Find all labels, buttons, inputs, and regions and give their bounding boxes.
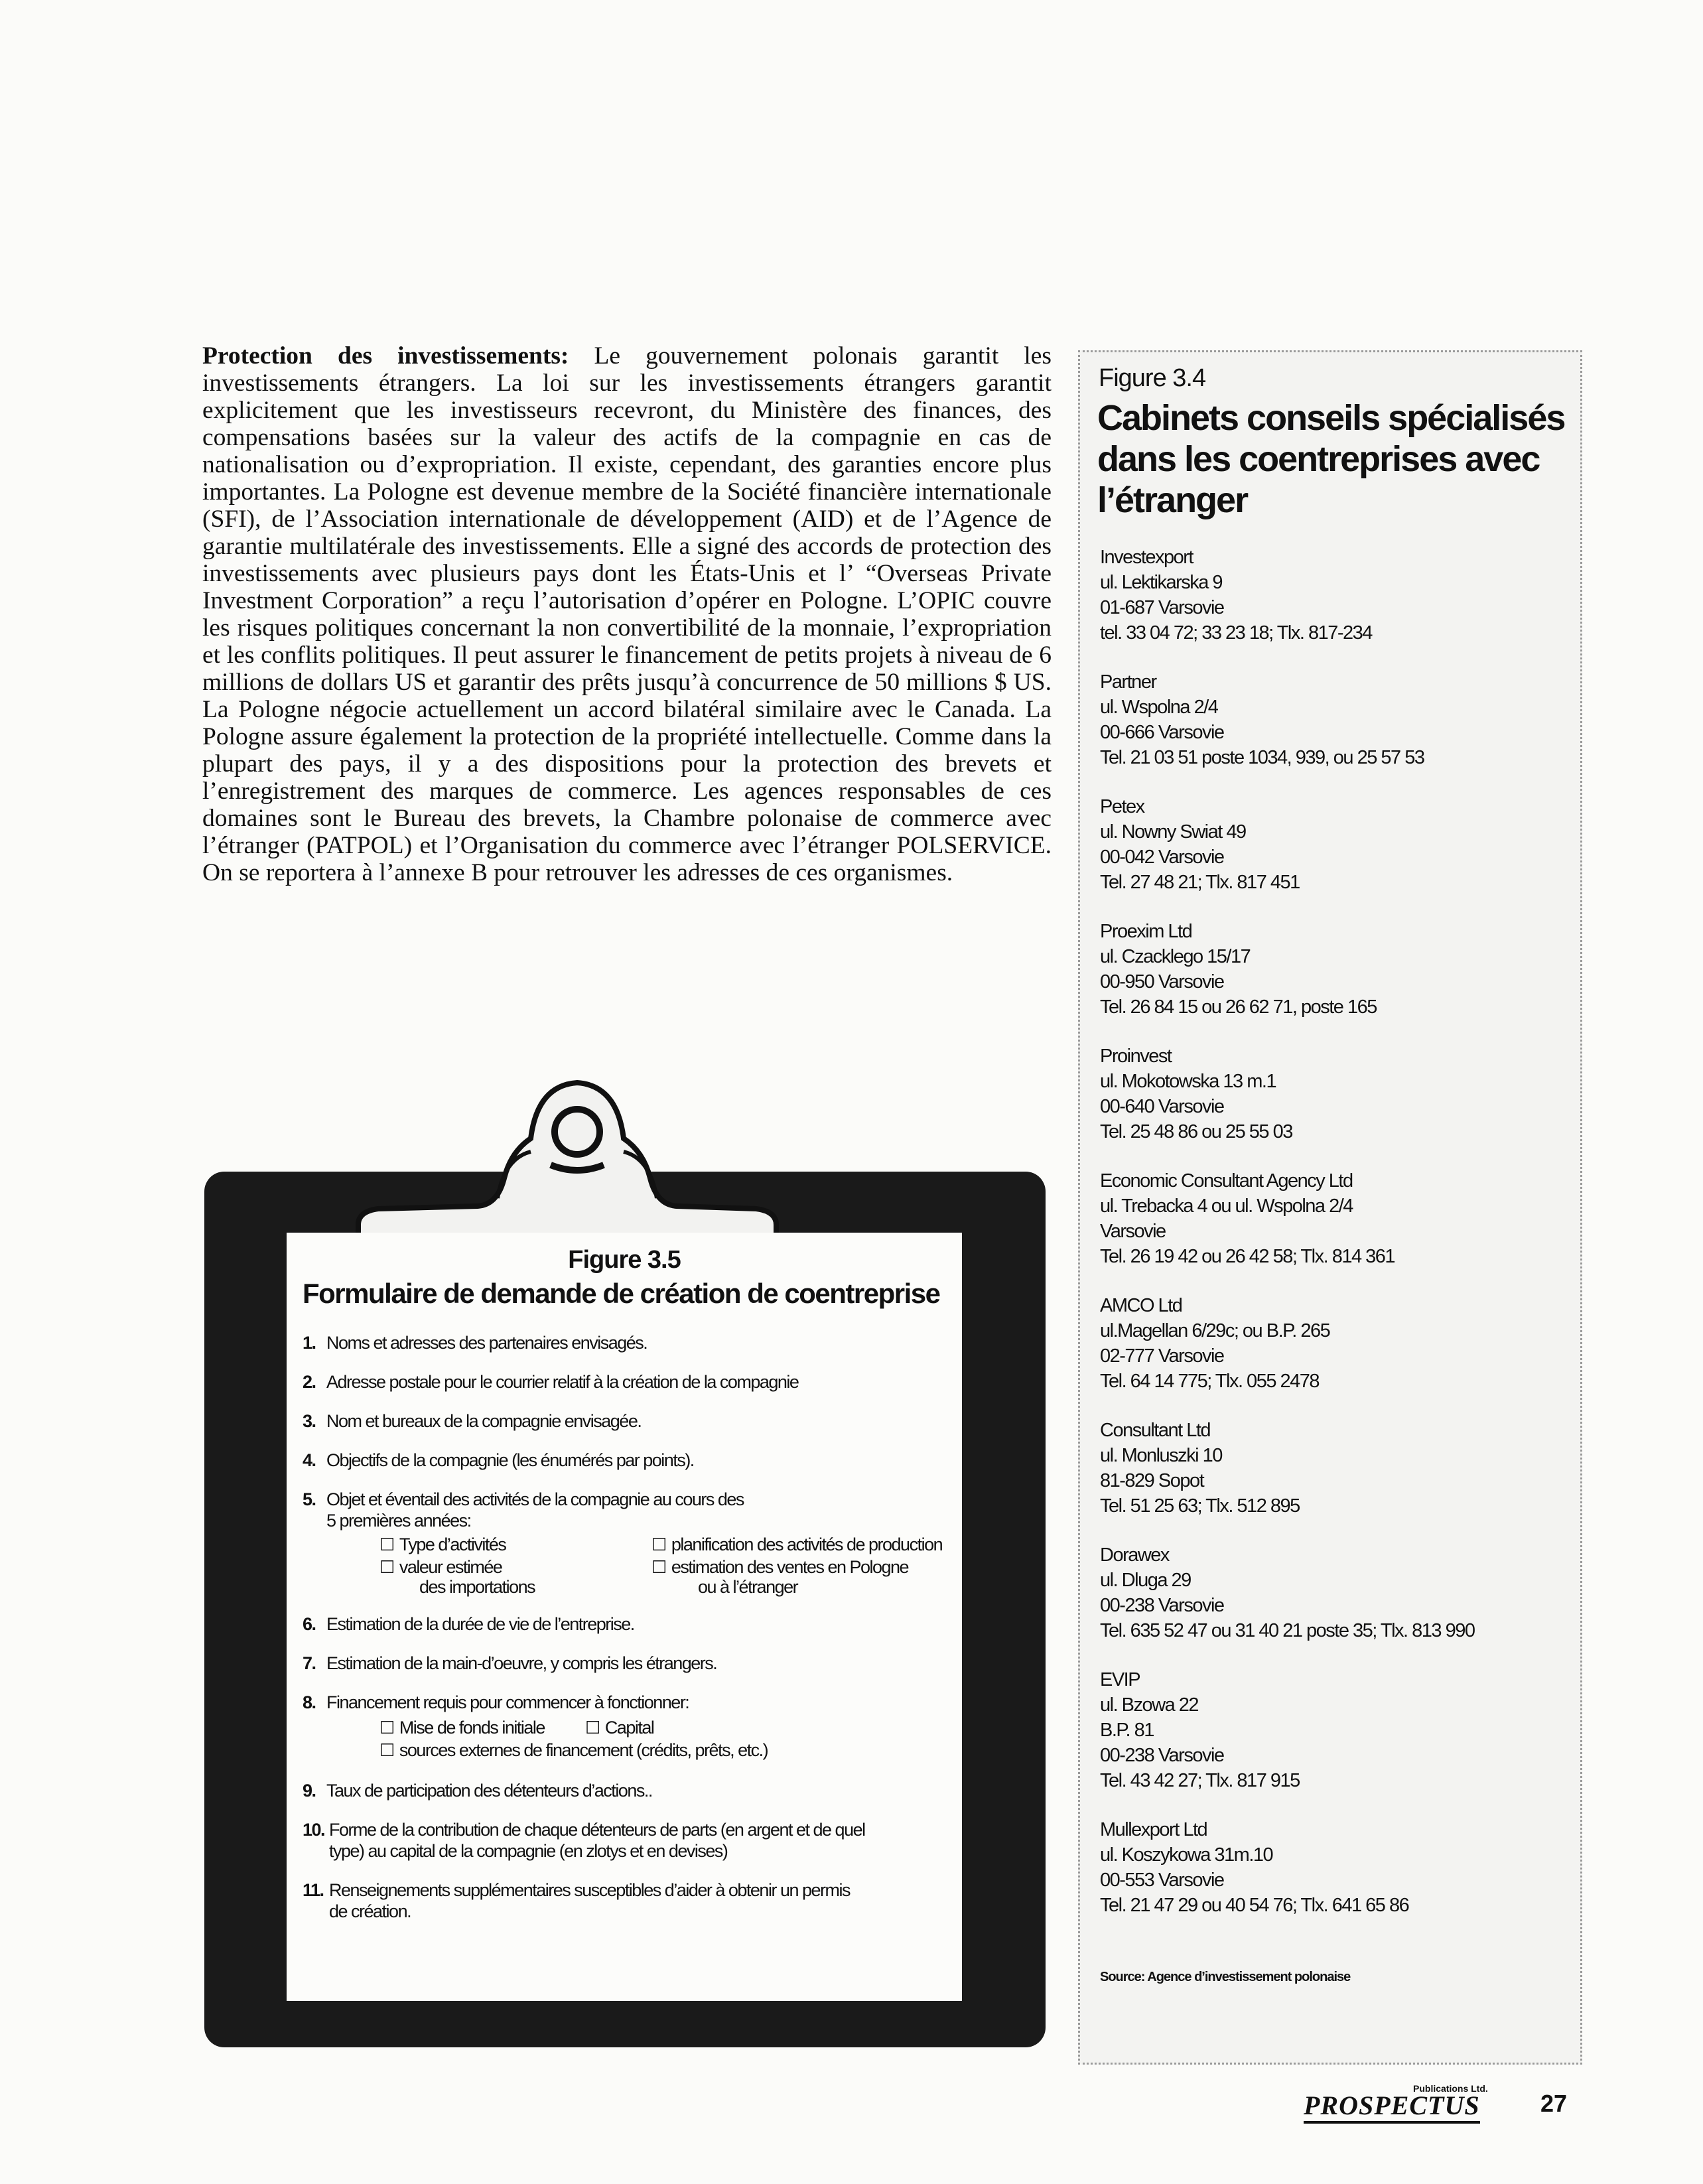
checkbox-row [326,1740,959,1762]
consultant-name: Investexport [1100,547,1193,568]
paragraph-text: Le gouvernement polonais garantit les investissements étrangers. La loi sur les investissements étrangers garantit explicitement que les investisseurs recevront, du Ministère des finances, des compensations basées sur la valeur des actifs de la compagnie en cas de nationalisation ou d’expropriation. Il existe, cependant, des garanties encore plus importantes. La Pologne est devenue membre de la Société financière internationale (SFI), de l’Association internationale de développement (AID) et de l’Agence de garantie multilatérale des investissements. Elle a signé des accords de protection des investissements avec plusieurs pays dont les États-Unis et l’ “Overseas Private Investment Corporation” a reçu l’autorisation d’opérer en Pologne. L’OPIC couvre les risques politiques concernant la non convertibilité de la monnaie, l’expropriation et les conflits politiques. Il peut assurer le financement de petits projets à niveau de 6 millions de dollars US et garantir des prêts jusqu’à concurrence de 50 millions $ US. La Pologne négocie actuellement un accord bilatéral similaire avec le Canada. La Pologne assure également la protection de la propriété intellectuelle. Comme dans la plupart des pays, il y a des dispositions pour la protection des brevets et l’enregistrement des marques de commerce. Les agences responsables de ces domaines sont le Bureau des brevets, la Chambre polonaise de commerce avec l’étranger (PATPOL) et l’Organisation du commerce avec l’étranger POLSERVICE. On se reportera à l’annexe B pour retrouver les adresses de ces organismes. [202,342,1052,886]
figure-3-4-title: Cabinets conseils spécialisés dans les coentreprises avec l’étranger [1097,398,1565,520]
item-number: 8. [303,1692,316,1712]
item-number: 3. [303,1411,316,1431]
figure-3-4-sidebar [1078,350,1582,2065]
item-text: type) au capital de la compagnie (en zlotys et en devises) [329,1841,728,1861]
consultant-name: Proinvest [1100,1046,1172,1067]
consultant-detail: Tel. 51 25 63; Tlx. 512 895 [1100,1495,1300,1517]
checkbox-label: estimation des ventes en Pologne [671,1557,909,1577]
consultant-name: AMCO Ltd [1100,1295,1182,1316]
item-text: 5 premières années: [326,1511,471,1531]
consultant-entry [1100,1542,1578,1643]
item-text: Noms et adresses des partenaires envisagés. [326,1333,647,1353]
item-text: Nom et bureaux de la compagnie envisagée. [326,1411,642,1431]
checkbox-external-financing[interactable] [379,1740,768,1761]
consultant-detail: B.P. 81 [1100,1720,1154,1741]
checkbox-icon: ☐ [379,1557,394,1577]
item-text: Financement requis pour commencer à fonctionner: [326,1692,689,1712]
form-item [303,1410,959,1432]
consultant-detail: ul. Mokotowska 13 m.1 [1100,1071,1276,1092]
consultant-name: Consultant Ltd [1100,1420,1211,1441]
body-paragraph [202,342,1052,886]
consultant-detail: 02-777 Varsovie [1100,1345,1224,1367]
form-item [303,1780,959,1801]
checkbox-icon: ☐ [585,1718,600,1738]
consultant-detail: ul.Magellan 6/29c; ou B.P. 265 [1100,1320,1330,1341]
consultant-detail: 00-553 Varsovie [1100,1870,1224,1891]
checkbox-label: Type d’activités [399,1535,506,1554]
consultant-detail: ul. Czacklego 15/17 [1100,946,1251,967]
consultant-detail: Tel. 635 52 47 ou 31 40 21 poste 35; Tlx. 813 990 [1100,1620,1475,1641]
consultant-detail: Tel. 26 84 15 ou 26 62 71, poste 165 [1100,996,1377,1018]
consultant-detail: Tel. 21 03 51 poste 1034, 939, ou 25 57 53 [1100,747,1424,768]
consultant-entry [1100,1817,1578,1918]
form-item [303,1332,959,1353]
consultant-name: Dorawex [1100,1544,1169,1566]
checkbox-icon: ☐ [379,1740,394,1760]
form-item [303,1692,959,1762]
consultant-detail: ul. Lektikarska 9 [1100,572,1223,593]
consultant-detail: ul. Bzowa 22 [1100,1694,1199,1716]
consultant-detail: 00-640 Varsovie [1100,1096,1224,1117]
consultant-name: EVIP [1100,1669,1140,1690]
consultant-entry [1100,669,1578,770]
figure-3-5-label: Figure 3.5 [568,1246,681,1274]
consultant-detail: 81-829 Sopot [1100,1470,1204,1491]
consultant-detail: ul. Monluszki 10 [1100,1445,1222,1466]
item-number: 5. [303,1489,316,1509]
checkbox-label: valeur estimée [399,1557,502,1577]
checkbox-label-continued: des importations [419,1577,535,1597]
item-number: 4. [303,1450,316,1470]
consultant-detail: Varsovie [1100,1221,1166,1242]
form-item [303,1653,959,1674]
form-paper [287,1233,962,2001]
consultant-detail: ul. Koszykowa 31m.10 [1100,1844,1273,1866]
form-item [303,1879,959,1922]
consultant-detail: 01-687 Varsovie [1100,597,1224,618]
publisher-small-text: Publications Ltd. [1413,2083,1488,2094]
consultant-detail: ul. Wspolna 2/4 [1100,697,1218,718]
figure-3-4-label: Figure 3.4 [1099,364,1206,392]
consultant-detail: Tel. 43 42 27; Tlx. 817 915 [1100,1770,1300,1791]
item-number: 11. [303,1880,324,1900]
checkbox-icon: ☐ [651,1557,666,1577]
checkbox-label: planification des activités de production [671,1535,943,1554]
form-item [303,1819,959,1862]
consultant-detail: 00-238 Varsovie [1100,1595,1224,1616]
item-text: Estimation de la main-d’oeuvre, y compris les étrangers. [326,1653,717,1673]
checkbox-activity-type[interactable] [379,1534,506,1555]
item-number: 7. [303,1653,316,1673]
paragraph-lead: Protection des investissements: [202,342,569,370]
form-item [303,1450,959,1471]
item-text: Taux de participation des détenteurs d’actions.. [326,1781,652,1801]
consultant-entry [1100,1168,1578,1269]
consultant-name: Proexim Ltd [1100,921,1192,942]
consultant-name: Mullexport Ltd [1100,1819,1207,1840]
checkbox-row [326,1534,959,1556]
clipboard-clip [332,1059,796,1258]
item-text: Objectifs de la compagnie (les énumérés par points). [326,1450,694,1470]
checkbox-label: sources externes de financement (crédits, prêts, etc.) [399,1740,768,1760]
checkbox-production-planning[interactable] [651,1534,942,1555]
consultant-detail: tel. 33 04 72; 33 23 18; Tlx. 817-234 [1100,622,1372,644]
checkbox-label-continued: ou à l’étranger [698,1577,798,1597]
checkbox-sales-estimate[interactable] [651,1556,908,1578]
consultant-detail: ul. Nowny Swiat 49 [1100,821,1246,843]
checkbox-label: Capital [604,1718,654,1738]
form-item [303,1613,959,1635]
consultant-detail: Tel. 64 14 775; Tlx. 055 2478 [1100,1371,1320,1392]
consultant-detail: 00-666 Varsovie [1100,722,1224,743]
checkbox-capital[interactable] [585,1717,653,1738]
checkbox-icon: ☐ [379,1535,394,1554]
checkbox-icon: ☐ [379,1718,394,1738]
form-item [303,1371,959,1393]
consultant-detail: 00-950 Varsovie [1100,971,1224,992]
consultant-name: Petex [1100,796,1144,817]
item-text: Renseignements supplémentaires susceptibles d’aider à obtenir un permis [329,1880,850,1900]
consultant-list [1100,545,1578,1942]
item-text: Objet et éventail des activités de la compagnie au cours des [326,1489,744,1509]
item-number: 2. [303,1372,316,1392]
item-text: de création. [329,1901,411,1921]
consultant-entry [1100,1044,1578,1144]
checkbox-row [326,1717,959,1740]
checkbox-row [326,1556,959,1599]
checkbox-icon: ☐ [651,1535,666,1554]
consultant-entry [1100,545,1578,646]
form-item [303,1489,959,1599]
consultant-entry [1100,1418,1578,1519]
consultant-entry [1100,919,1578,1020]
checkbox-initial-funds[interactable] [379,1717,545,1738]
figure-3-4-source: Source: Agence d’investissement polonaise [1100,1970,1351,1984]
consultant-detail: ul. Dluga 29 [1100,1570,1191,1591]
consultant-entry [1100,1293,1578,1394]
prospectus-logo: PROSPECTUS [1304,2090,1480,2124]
item-number: 1. [303,1333,316,1353]
consultant-entry [1100,794,1578,895]
consultant-entry [1100,1667,1578,1793]
figure-3-5-title: Formulaire de demande de création de coentreprise [303,1278,940,1309]
item-text: Forme de la contribution de chaque détenteurs de parts (en argent et de quel [329,1820,865,1840]
checkbox-label: Mise de fonds initiale [399,1718,545,1738]
item-number: 10. [303,1820,325,1840]
consultant-detail: 00-042 Varsovie [1100,847,1224,868]
consultant-name: Partner [1100,671,1156,693]
checkbox-import-value[interactable] [379,1556,502,1578]
consultant-name: Economic Consultant Agency Ltd [1100,1170,1353,1192]
consultant-detail: Tel. 27 48 21; Tlx. 817 451 [1100,872,1300,893]
consultant-detail: Tel. 21 47 29 ou 40 54 76; Tlx. 641 65 86 [1100,1895,1409,1916]
item-text: Adresse postale pour le courrier relatif à la création de la compagnie [326,1372,799,1392]
form-item-list [303,1332,959,1940]
item-number: 6. [303,1614,316,1634]
page-number: 27 [1540,2090,1568,2117]
consultant-detail: 00-238 Varsovie [1100,1745,1224,1766]
consultant-detail: Tel. 25 48 86 ou 25 55 03 [1100,1121,1292,1142]
item-number: 9. [303,1781,316,1801]
item-text: Estimation de la durée de vie de l’entreprise. [326,1614,634,1634]
consultant-detail: Tel. 26 19 42 ou 26 42 58; Tlx. 814 361 [1100,1246,1395,1267]
consultant-detail: ul. Trebacka 4 ou ul. Wspolna 2/4 [1100,1195,1353,1217]
